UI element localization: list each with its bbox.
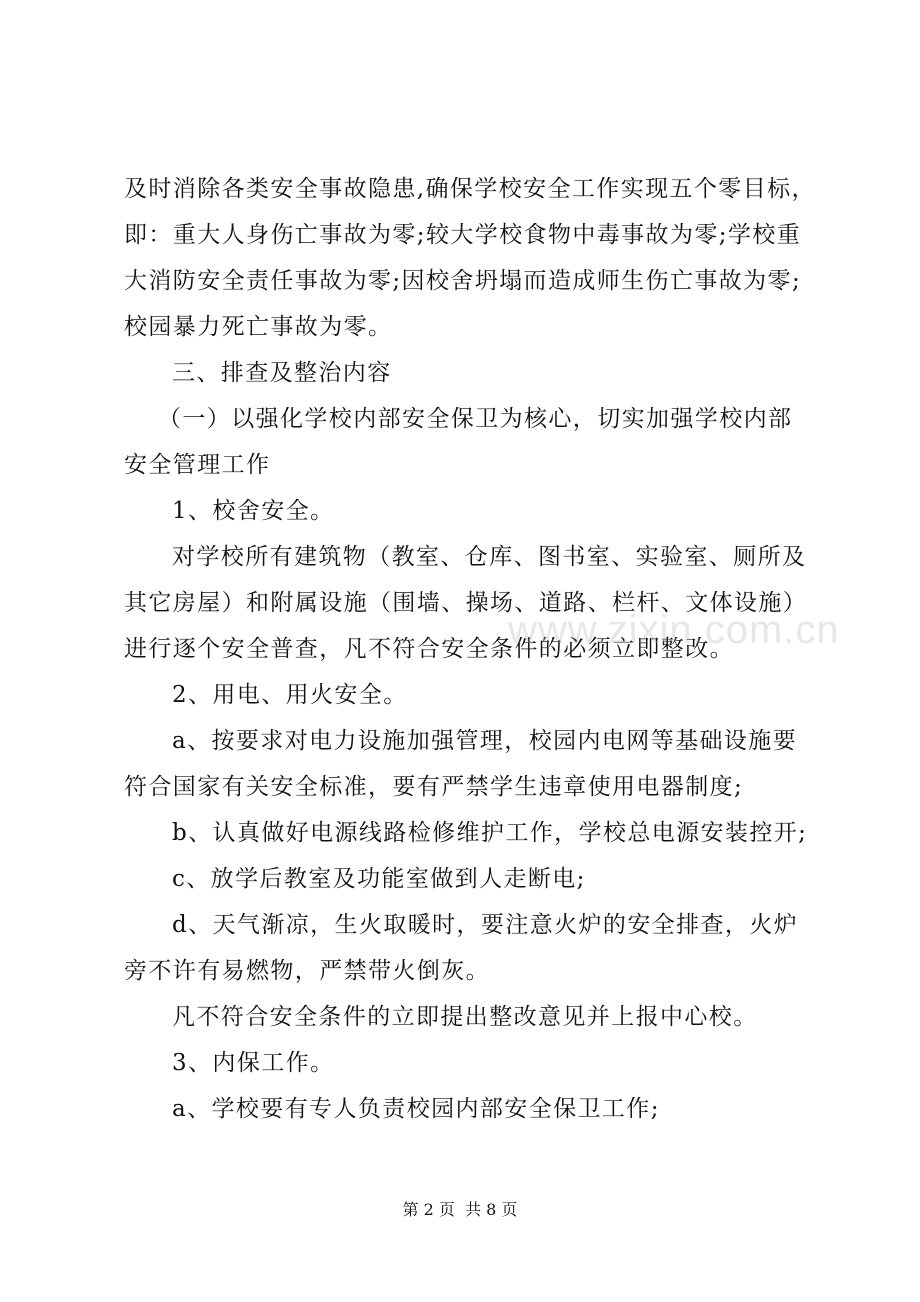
text-line: a、按要求对电力设施加强管理，校园内电网等基础设施要 xyxy=(172,728,798,754)
page-footer xyxy=(0,1198,920,1222)
section-heading: 三、排查及整治内容 xyxy=(172,360,392,386)
text-line: 对学校所有建筑物（教室、仓库、图书室、实验室、厕所及 xyxy=(172,544,807,570)
text-line: 旁不许有易燃物，严禁带火倒灰。 xyxy=(124,958,490,984)
text-line: 其它房屋）和附属设施（围墙、操场、道路、栏杆、文体设施） xyxy=(124,590,808,616)
text-line: 校园暴力死亡事故为零。 xyxy=(124,314,393,340)
text-line: 符合国家有关安全标准，要有严禁学生违章使用电器制度; xyxy=(124,774,744,800)
page-number: 第 2 页 xyxy=(402,1200,455,1219)
item-heading: 1、校舍安全。 xyxy=(172,498,335,524)
text-line: 凡不符合安全条件的立即提出整改意见并上报中心校。 xyxy=(172,1004,758,1030)
text-line: 进行逐个安全普查，凡不符合安全条件的必须立即整改。 xyxy=(124,636,734,662)
subsection-heading: （一）以强化学校内部安全保卫为核心，切实加强学校内部 xyxy=(158,406,793,432)
page-total: 共 8 页 xyxy=(465,1200,518,1219)
text-line: a、学校要有专人负责校园内部安全保卫工作; xyxy=(172,1096,660,1122)
text-line: 安全管理工作 xyxy=(124,452,271,478)
text-line: c、放学后教室及功能室做到人走断电; xyxy=(172,866,586,892)
text-line: 大消防安全责任事故为零;因校舍坍塌而造成师生伤亡事故为零; xyxy=(124,268,802,294)
item-heading: 3、内保工作。 xyxy=(172,1050,335,1076)
text-line: d、天气渐凉，生火取暖时，要注意火炉的安全排查，火炉 xyxy=(172,912,799,938)
text-line: 即：重大人身伤亡事故为零;较大学校食物中毒事故为零;学校重 xyxy=(124,222,802,248)
text-line: b、认真做好电源线路检修维护工作，学校总电源安装控开; xyxy=(172,820,808,846)
item-heading: 2、用电、用火安全。 xyxy=(172,682,408,708)
text-line: 及时消除各类安全事故隐患,确保学校安全工作实现五个零目标， xyxy=(124,176,816,202)
watermark: www.zixin.com.cn xyxy=(508,608,840,652)
